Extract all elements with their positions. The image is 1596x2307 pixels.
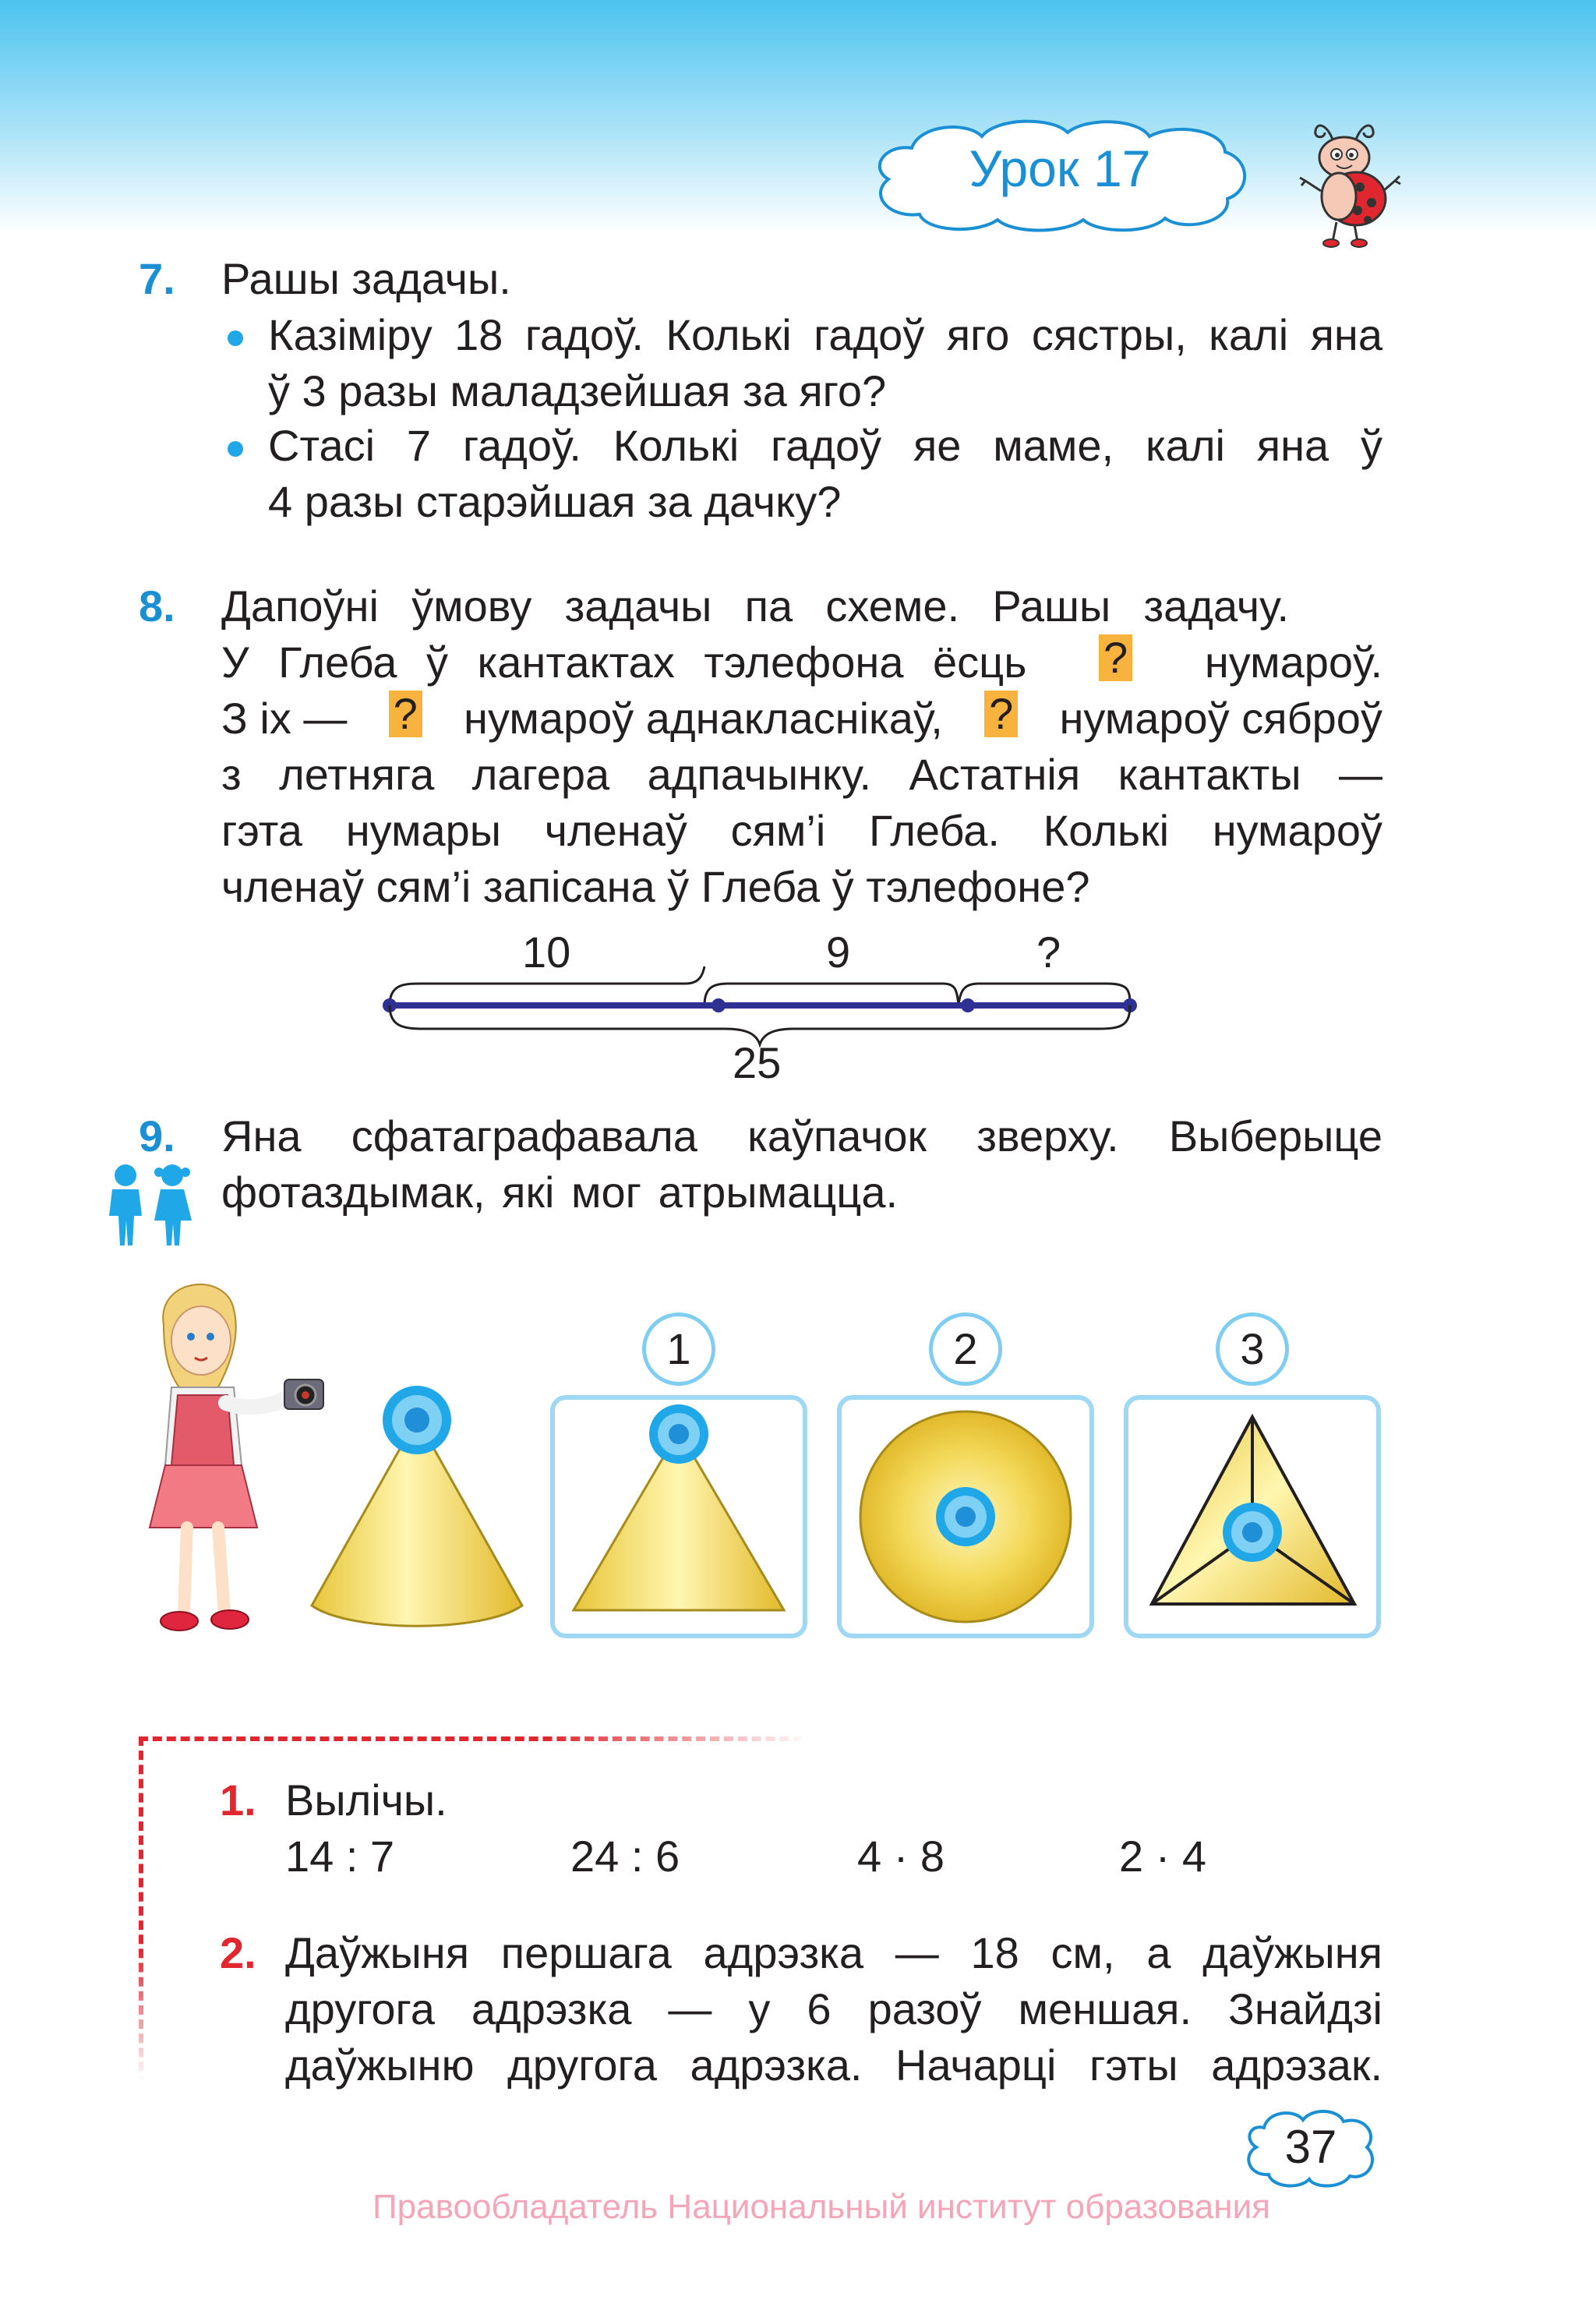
task-8-line-5: гэта нумары членаў сям’і Глеба. Колькі нумароў [221,806,1382,855]
option-card-2[interactable] [837,1395,1094,1638]
task-8-line-2-text: У Глеба ў кантактах тэлефона ёсць [221,638,1027,687]
option-card-3[interactable] [1124,1395,1381,1638]
task-8-number: 8. [139,581,175,631]
review-task-2-line-1: Даўжыня першага адрэзка — 18 см, а даўжыня [285,1928,1382,1977]
review-task-1-title: Вылічы. [285,1775,447,1825]
task-8-line-3 [221,691,1382,747]
task-8-line-2-end: нумароў. [1204,638,1382,687]
placeholder-box: ? [984,691,1018,737]
task-7-bullet-1-line-2: ў 3 разы маладзейшая за яго? [268,366,887,415]
task-7-bullet-2-line-2: 4 разы старэйшая за дачку? [268,477,842,526]
lesson-title: Урок 17 [969,140,1151,197]
task-8-line-2 [221,634,1382,691]
task-9-line-2: фотаздымак, які мог атрымацца. [221,1168,899,1217]
expression-1: 14 : 7 [285,1832,395,1881]
task-8-line-1: Дапоўні ўмову задачы па схеме. Рашы задачу. [221,581,1289,631]
scheme-label-10: 10 [522,927,571,977]
review-frame-fade [546,1730,857,1746]
review-task-2-number: 2. [220,1928,256,1977]
task-8-line-3-c: нумароў сяброў [1059,694,1382,743]
scheme-label-unknown: ? [1036,927,1061,977]
placeholder-box: ? [389,691,422,737]
review-frame-fade-vertical [132,1948,151,2104]
option-number-2: 2 [929,1312,1002,1386]
task-7-bullet-1-line-1: Казіміру 18 гадоў. Колькі гадоў яго сястры, калі яна [268,310,1382,359]
scheme-label-total: 25 [733,1038,782,1087]
triangle-view-illustration [555,1400,803,1634]
task-9-line-1: Яна сфатаграфавала каўпачок зверху. Выберыце [221,1111,1382,1161]
option-number-1: 1 [642,1312,715,1386]
segment-scheme [374,927,1153,1099]
bullet-icon [228,441,243,457]
copyright-notice: Правообладатель Национальный институт образования [373,2188,1270,2226]
option-number-3: 3 [1216,1312,1289,1386]
expression-4: 2 · 4 [1119,1832,1207,1881]
cone-cap-illustration [304,1372,530,1637]
pyramid-view-illustration [1128,1400,1376,1634]
task-9-number: 9. [139,1111,175,1161]
review-task-1-number: 1. [220,1775,256,1825]
page-number: 37 [1284,2121,1337,2173]
bullet-icon [228,330,243,346]
expression-3: 4 · 8 [857,1832,945,1881]
ladybug-icon [1294,109,1403,249]
review-task-2-line-3: даўжыню другога адрэзка. Начарці гэты адрэзак. [285,2040,1382,2090]
task-8-line-3-b: нумароў аднакласнікаў, [464,694,943,743]
option-card-1[interactable] [550,1395,807,1638]
review-task-2-line-2: другога адрэзка — у 6 разоў меншая. Знайдзі [285,1984,1382,2033]
expression-2: 24 : 6 [570,1832,680,1881]
task-7-bullet-2-line-1: Стасі 7 гадоў. Колькі гадоў яе маме, калі яна ў [268,421,1382,470]
circle-view-illustration [842,1400,1089,1634]
scheme-label-9: 9 [826,927,851,977]
task-8-line-4: з летняга лагера адпачынку. Астатнія кантакты — [221,750,1382,799]
flower-icon [383,1386,451,1454]
placeholder-box: ? [1099,634,1132,681]
task-8-line-6: членаў сям’і запісана ў Глеба ў тэлефоне? [221,862,1090,911]
task-7-title: Рашы задачы. [221,254,511,303]
task-8-line-3-a: З іх — [221,694,348,743]
pair-work-icon [98,1161,200,1247]
task-7-number: 7. [139,254,175,303]
